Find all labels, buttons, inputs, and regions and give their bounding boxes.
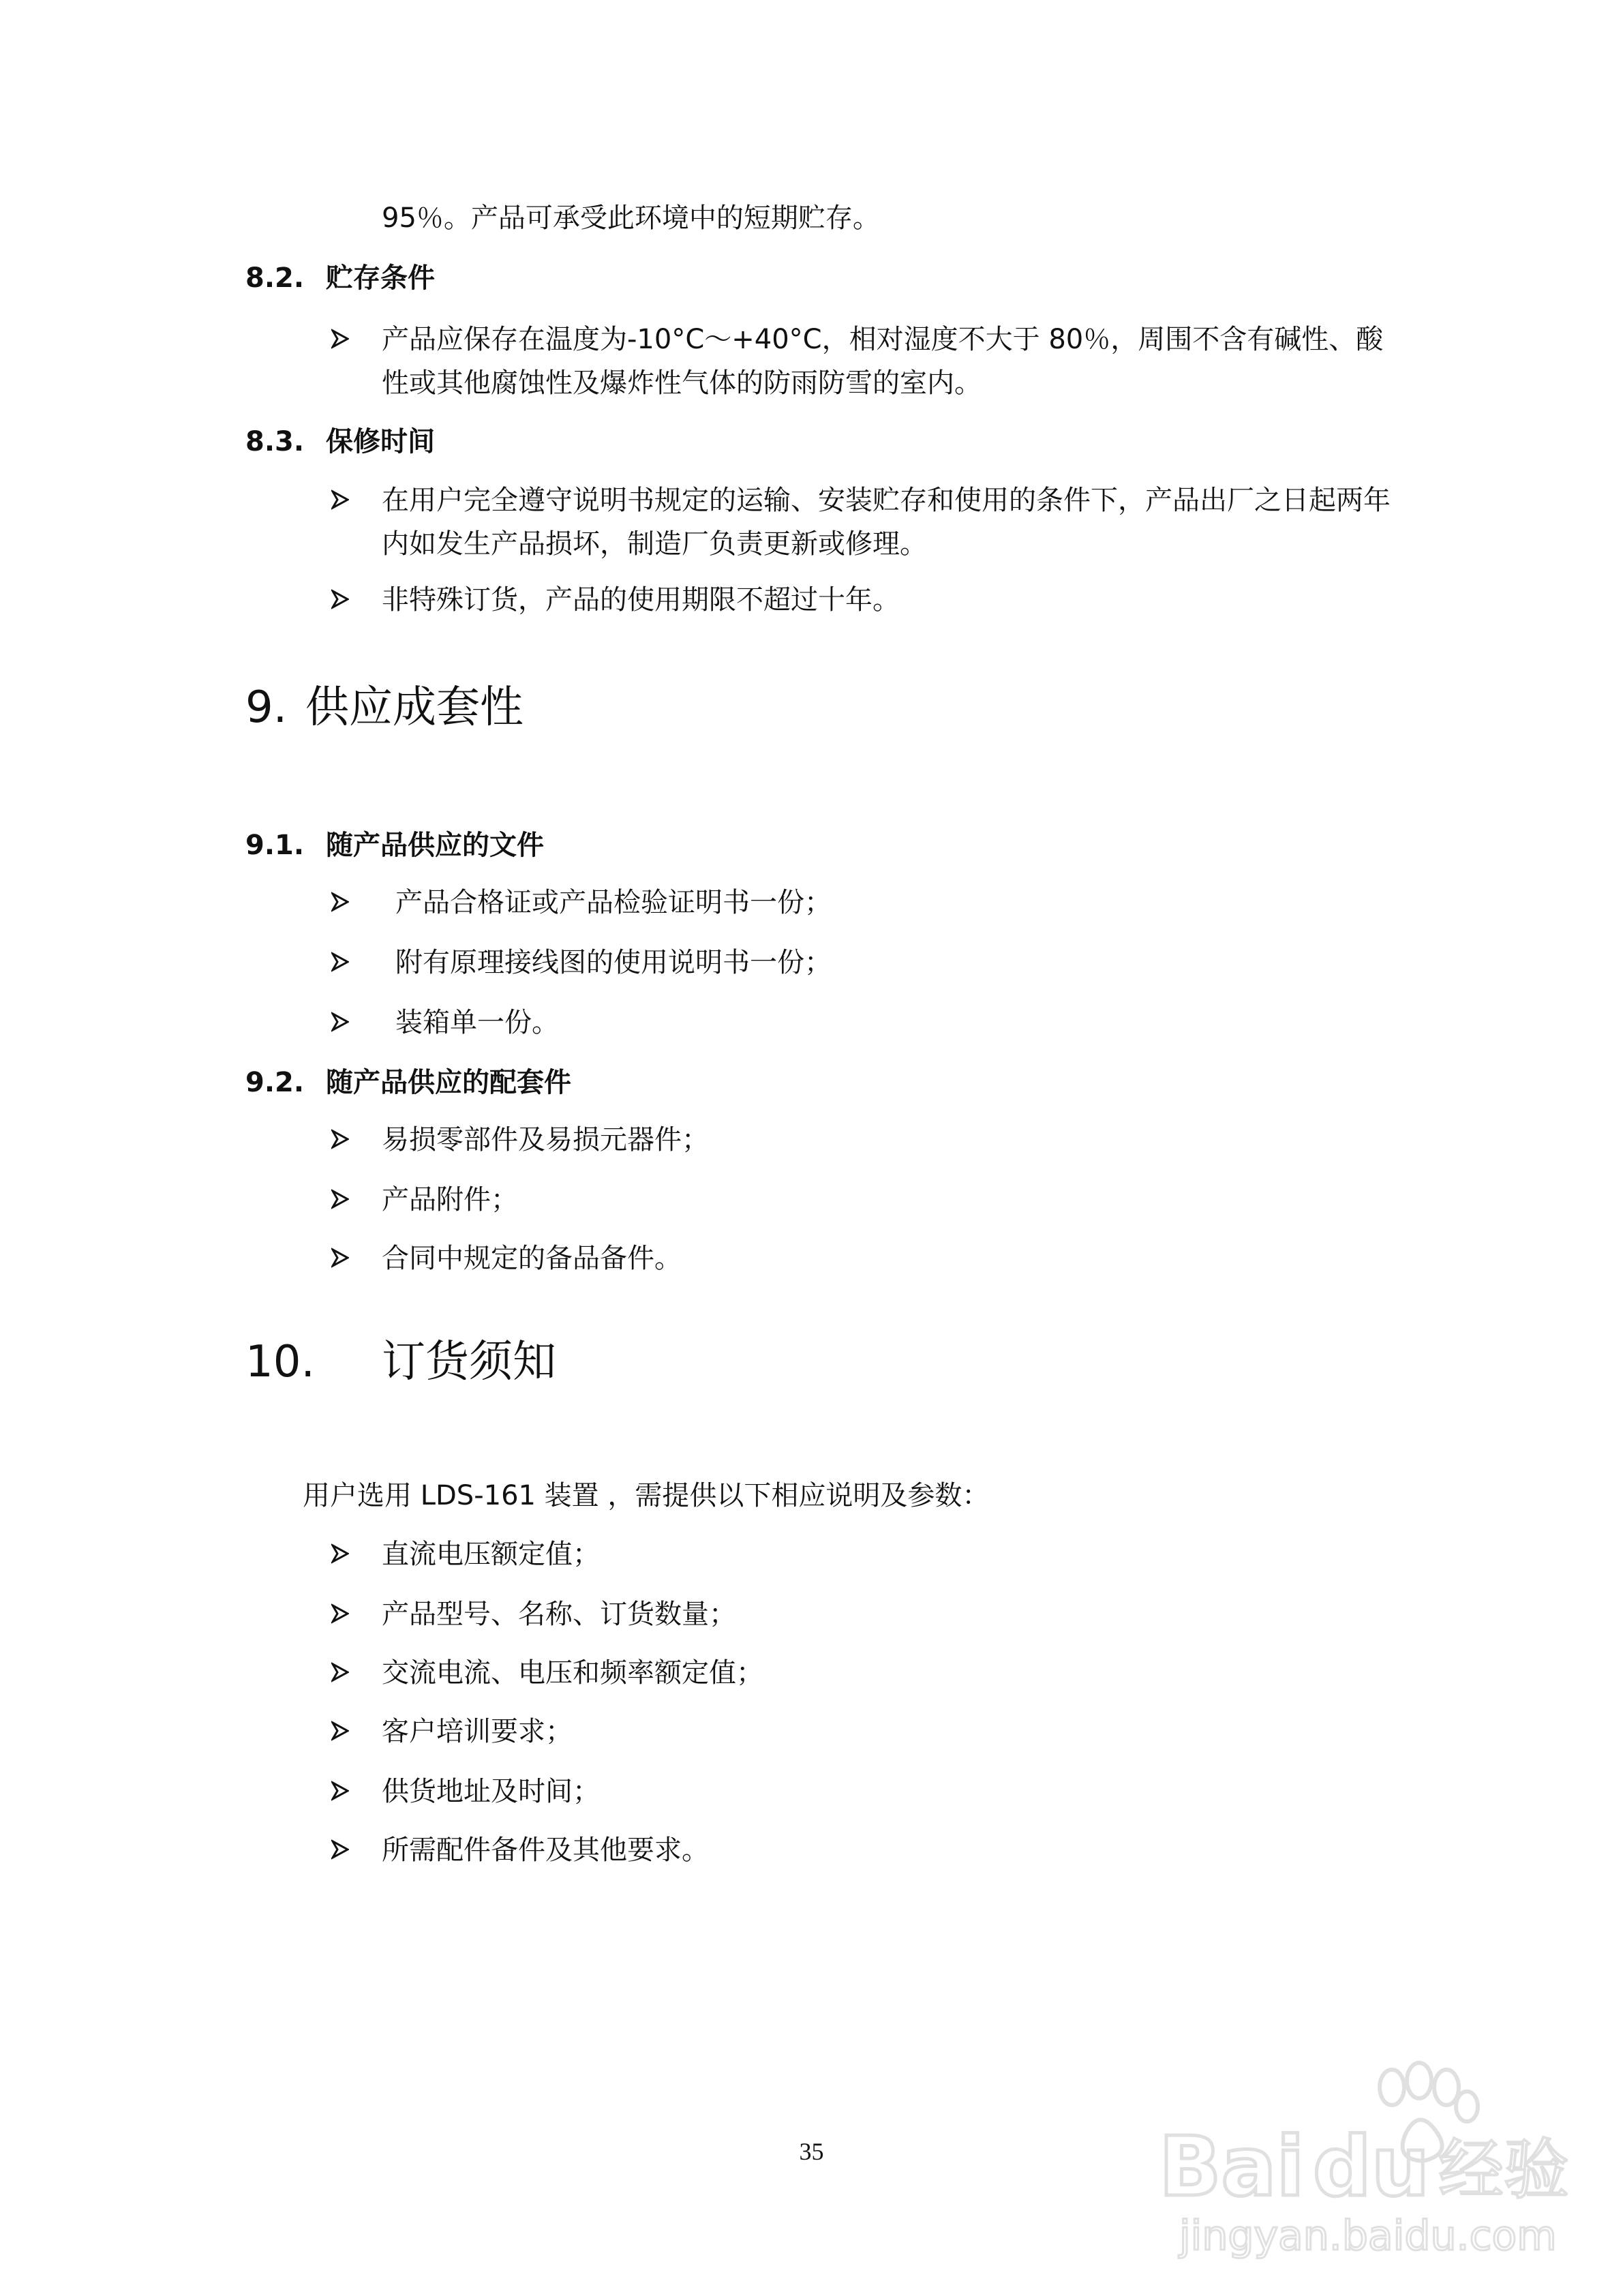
section-10-item-2: 产品型号、名称、订货数量； <box>382 1599 736 1630</box>
section-10-item-3: 交流电流、电压和频率额定值； <box>382 1657 763 1689</box>
svg-text:jingyan.baidu.com: jingyan.baidu.com <box>1179 2212 1557 2260</box>
section-10-number: 10. <box>245 1337 315 1387</box>
arrow-bullet-icon <box>331 1121 359 1159</box>
section-9-1-number: 9.1. <box>245 830 305 861</box>
arrow-bullet-icon <box>331 1535 359 1573</box>
section-10-intro: 用户选用 LDS-161 装置 ，需提供以下相应说明及参数： <box>303 1480 990 1511</box>
arrow-bullet-icon <box>331 581 359 619</box>
section-9-2-number: 9.2. <box>245 1067 305 1098</box>
svg-text:du: du <box>1313 2120 1430 2215</box>
arrow-bullet-icon <box>331 320 359 359</box>
section-10-item-6: 所需配件备件及其他要求。 <box>382 1834 709 1866</box>
arrow-bullet-icon <box>331 1595 359 1633</box>
svg-text:经验: 经验 <box>1438 2132 1569 2208</box>
section-9-1-item-3: 装箱单一份。 <box>395 1007 559 1038</box>
section-8-2-number: 8.2. <box>245 262 305 294</box>
section-9-1-item-1: 产品合格证或产品检验证明书一份； <box>395 887 832 918</box>
section-9-2-title: 随产品供应的配套件 <box>326 1067 571 1098</box>
section-8-2-item-line-2: 性或其他腐蚀性及爆炸性气体的防雨防雪的室内。 <box>382 367 982 399</box>
baidu-paw-logo-icon <box>1152 2052 1588 2270</box>
section-8-3-item-1-line-2: 内如发生产品损坏，制造厂负责更新或修理。 <box>382 528 927 560</box>
arrow-bullet-icon <box>331 481 359 519</box>
section-10-title: 订货须知 <box>382 1337 556 1387</box>
arrow-bullet-icon <box>331 1654 359 1692</box>
section-9-2-item-2: 产品附件； <box>382 1184 518 1215</box>
arrow-bullet-icon <box>331 883 359 922</box>
continuation-line: 95％。产品可承受此环境中的短期贮存。 <box>382 202 880 234</box>
section-8-2-title: 贮存条件 <box>326 262 435 294</box>
section-9-number: 9. <box>245 682 288 733</box>
section-9-title: 供应成套性 <box>305 682 524 733</box>
section-8-3-item-1-line-1: 在用户完全遵守说明书规定的运输、安装贮存和使用的条件下，产品出厂之日起两年 <box>382 485 1391 516</box>
section-9-2-item-1: 易损零部件及易损元器件； <box>382 1124 709 1155</box>
section-8-3-item-2: 非特殊订货，产品的使用期限不超过十年。 <box>382 584 900 616</box>
baidu-jingyan-watermark <box>1152 2052 1588 2270</box>
section-9-2-item-3: 合同中规定的备品备件。 <box>382 1243 682 1274</box>
arrow-bullet-icon <box>331 1712 359 1751</box>
arrow-bullet-icon <box>331 1003 359 1042</box>
section-8-3-number: 8.3. <box>245 426 305 457</box>
section-8-3-title: 保修时间 <box>326 426 435 457</box>
section-10-item-4: 客户培训要求； <box>382 1716 573 1747</box>
page-number: 35 <box>799 2138 824 2165</box>
section-9-1-item-2: 附有原理接线图的使用说明书一份； <box>395 947 832 978</box>
arrow-bullet-icon <box>331 1239 359 1278</box>
svg-text:Bai: Bai <box>1159 2120 1305 2215</box>
arrow-bullet-icon <box>331 1831 359 1869</box>
arrow-bullet-icon <box>331 1181 359 1219</box>
section-10-item-5: 供货地址及时间； <box>382 1776 600 1807</box>
arrow-bullet-icon <box>331 943 359 982</box>
arrow-bullet-icon <box>331 1772 359 1811</box>
section-10-item-1: 直流电压额定值； <box>382 1539 600 1570</box>
section-8-2-item-line-1: 产品应保存在温度为-10°C～+40°C，相对湿度不大于 80％，周围不含有碱性、酸 <box>382 324 1384 355</box>
section-9-1-title: 随产品供应的文件 <box>326 830 544 861</box>
